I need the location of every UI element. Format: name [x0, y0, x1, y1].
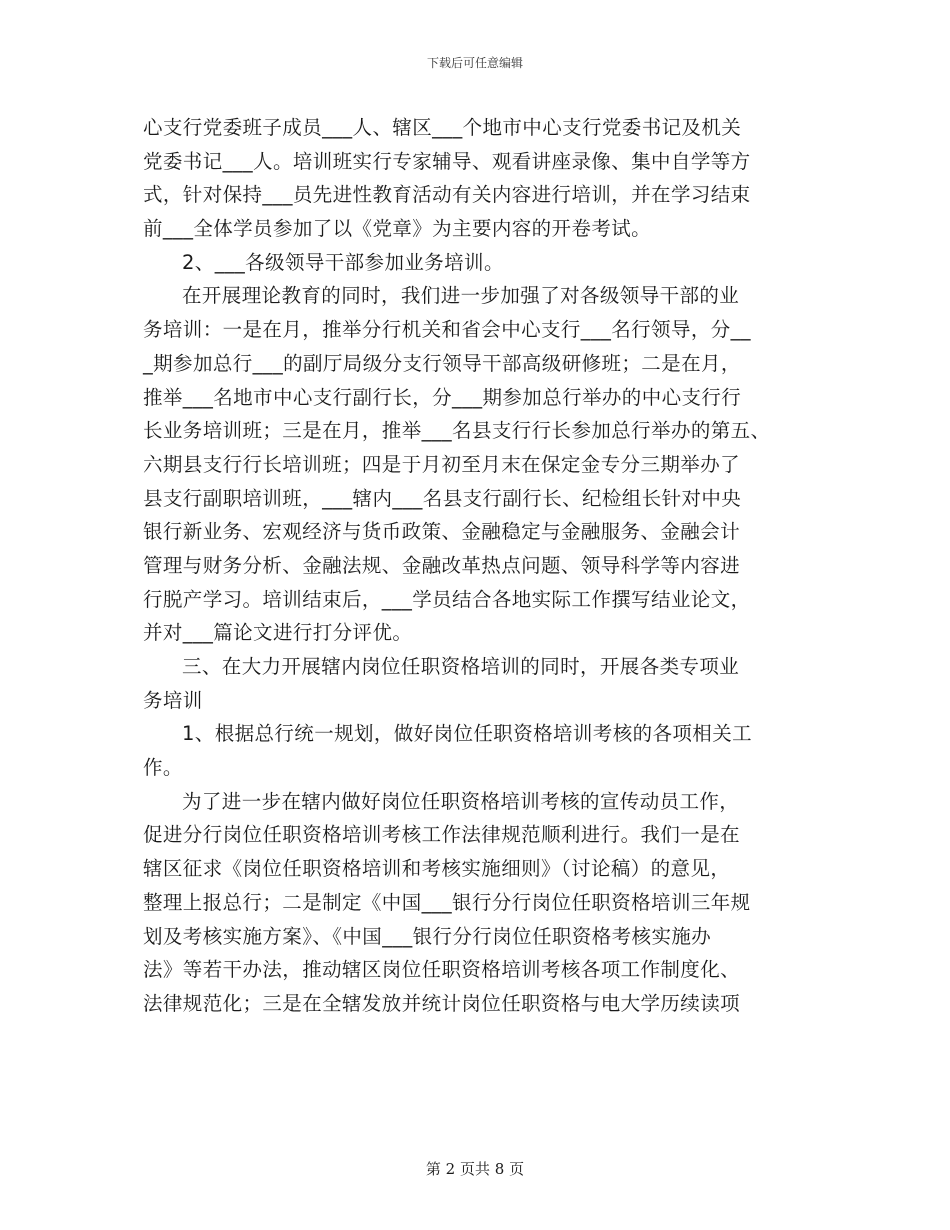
text-line: 为了进一步在辖内做好岗位任职资格培训考核的宣传动员工作， — [182, 789, 740, 813]
page-header: 下载后可任意编辑 — [426, 56, 523, 70]
body-text — [143, 111, 803, 1021]
text-line: 务培训：一是在月，推举分行机关和省会中心支行___名行领导，分__ — [143, 318, 751, 342]
text-line: 管理与财务分析、金融法规、金融改革热点问题、领导科学等内容进 — [143, 553, 741, 577]
text-line: 法律规范化；三是在全辖发放并统计岗位任职资格与电大学历续读项 — [143, 991, 741, 1015]
text-line: 行脱产学习。培训结束后，___学员结合各地实际工作撰写结业论文， — [143, 587, 751, 611]
page-footer: 第 2 页共 8 页 — [425, 1160, 525, 1178]
section-heading: 2、___各级领导干部参加业务培训。 — [182, 250, 504, 274]
text-line: 整理上报总行；二是制定《中国___银行分行岗位任职资格培训三年规 — [143, 890, 751, 914]
text-line: 促进分行岗位任职资格培训考核工作法律规范顺利进行。我们一是在 — [143, 823, 741, 847]
text-line: _期参加总行___的副厅局级分支行领导干部高级研修班；二是在月， — [143, 351, 741, 375]
text-line: 心支行党委班子成员___人、辖区___个地市中心支行党委书记及机关 — [143, 116, 742, 139]
text-line: 式，针对保持___员先进性教育活动有关内容进行培训，并在学习结束 — [143, 183, 751, 207]
text-line: 推举___名地市中心支行副行长，分___期参加总行举办的中心支行行 — [143, 385, 742, 409]
text-line: 前___全体学员参加了以《党章》为主要内容的开卷考试。 — [143, 217, 652, 241]
text-line: 划及考核实施方案》、《中国___银行分行岗位任职资格考核实施办 — [143, 924, 712, 948]
text-line: 并对___篇论文进行打分评优。 — [143, 621, 413, 645]
section-heading: 务培训 — [143, 688, 203, 712]
text-line: 长业务培训班；三是在月，推举___名县支行行长参加总行举办的第五、 — [143, 419, 771, 443]
text-line: 辖区征求《岗位任职资格培训和考核实施细则》（讨论稿）的意见， — [143, 857, 731, 881]
text-line: 在开展理论教育的同时，我们进一步加强了对各级领导干部的业 — [182, 284, 740, 308]
text-line: 党委书记___人。培训班实行专家辅导、观看讲座录像、集中自学等方 — [143, 149, 751, 173]
text-line: 县支行副职培训班，___辖内___名县支行副行长、纪检组长针对中央 — [143, 486, 742, 510]
section-heading: 三、在大力开展辖内岗位任职资格培训的同时，开展各类专项业 — [182, 655, 740, 678]
text-line: 六期县支行行长培训班；四是于月初至月末在保定金专分三期举办了 — [143, 452, 741, 476]
section-heading: 作。 — [143, 756, 183, 780]
text-line: 银行新业务、宏观经济与货币政策、金融稳定与金融服务、金融会计 — [143, 520, 741, 544]
section-heading: 1、根据总行统一规划，做好岗位任职资格培训考核的各项相关工 — [182, 722, 753, 746]
text-line: 法》等若干办法，推动辖区岗位任职资格培训考核各项工作制度化、 — [143, 958, 741, 982]
